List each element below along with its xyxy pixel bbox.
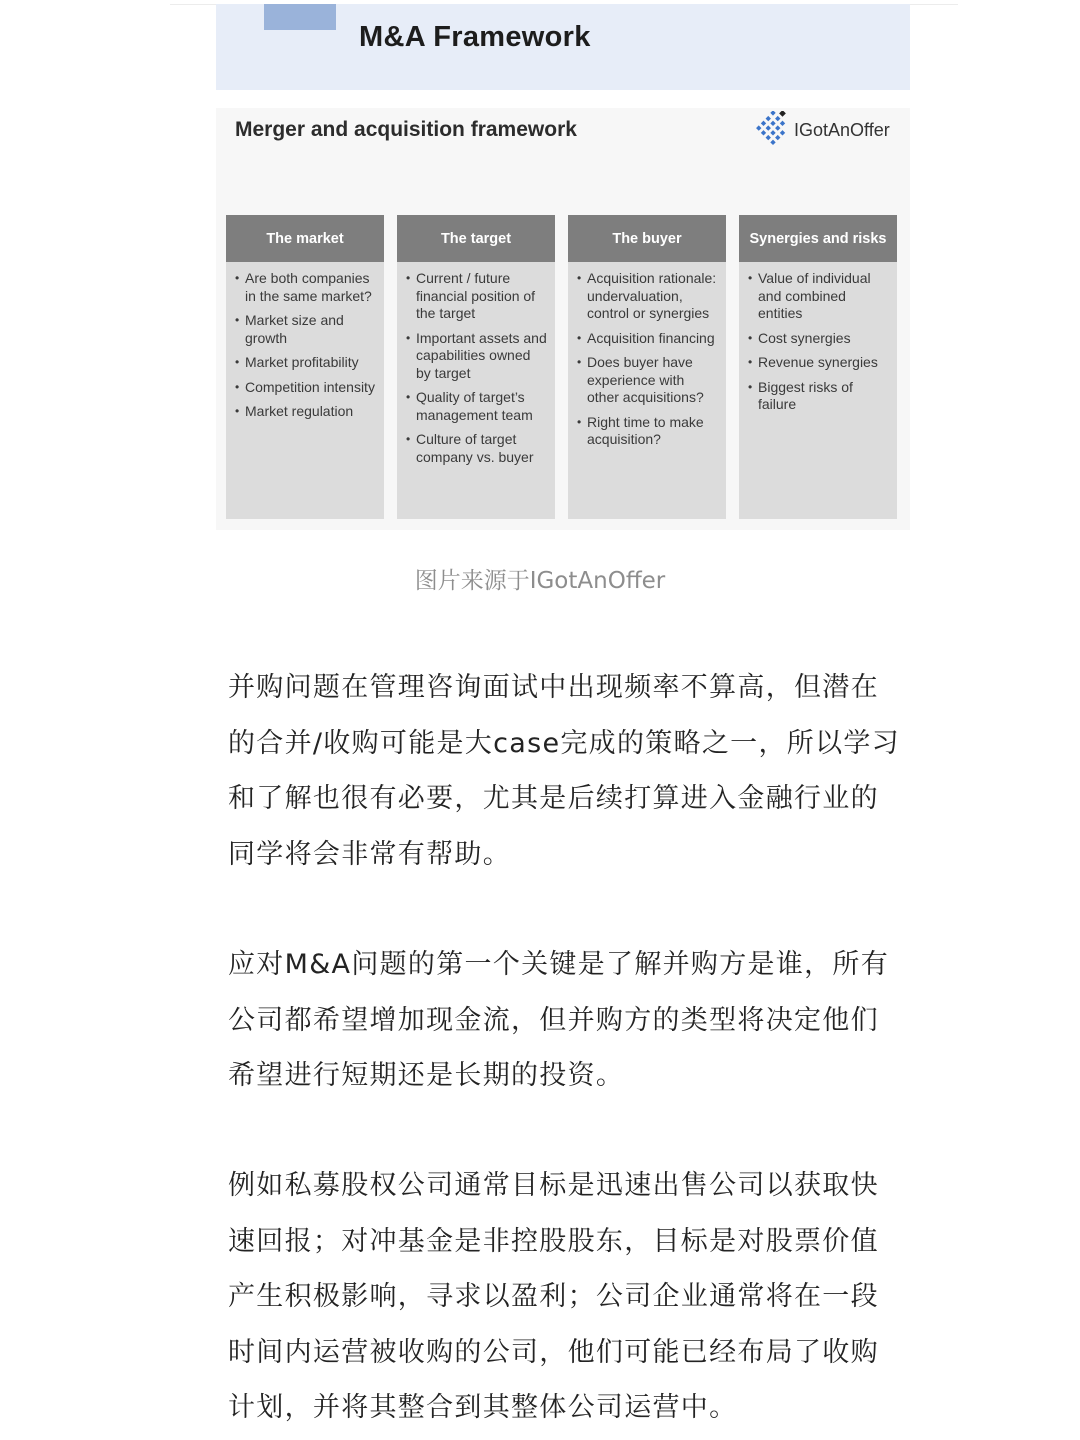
list-item: • Acquisition rationale: undervaluation, control or synergies: [577, 270, 720, 323]
column-list: [739, 262, 897, 414]
figure-title: Merger and acquisition framework: [235, 118, 577, 141]
list-item: • Market profitability: [235, 354, 378, 372]
body-paragraph-3: 例如私募股权公司通常目标是迅速出售公司以获取快速回报；对冲基金是非控股股东，目标是对股票价值产生积极影响，寻求以盈利；公司企业通常将在一段时间内运营被收购的公司，他们可能已经布局了收购计划，并将其整合到其整体公司运营中。: [228, 1170, 879, 1423]
list-item: • Acquisition financing: [577, 330, 720, 348]
column-the-target: [397, 215, 555, 519]
list-item: • Current / future financial position of the target: [406, 270, 549, 323]
column-the-buyer: [568, 215, 726, 519]
logo-text: IGotAnOffer: [794, 119, 890, 140]
figure-caption: 图片来源于IGotAnOffer: [414, 568, 666, 594]
list-item: • Culture of target company vs. buyer: [406, 431, 549, 466]
list-item: • Market regulation: [235, 403, 378, 421]
list-item: • Revenue synergies: [748, 354, 891, 372]
column-list: [568, 262, 726, 449]
column-list: [397, 262, 555, 466]
list-item: • Market size and growth: [235, 312, 378, 347]
column-heading: The buyer: [568, 215, 726, 262]
list-item: • Value of individual and combined entities: [748, 270, 891, 323]
column-list: [226, 262, 384, 421]
list-item: • Competition intensity: [235, 379, 378, 397]
list-item: • Important assets and capabilities owned by target: [406, 330, 549, 383]
section-title: M&A Framework: [359, 21, 591, 53]
body-paragraph-1: 并购问题在管理咨询面试中出现频率不算高，但潜在的合并/收购可能是大case完成的策略之一，所以学习和了解也很有必要，尤其是后续打算进入金融行业的同学将会非常有帮助。: [228, 672, 900, 870]
column-heading: The market: [226, 215, 384, 262]
list-item: • Cost synergies: [748, 330, 891, 348]
list-item: • Right time to make acquisition?: [577, 414, 720, 449]
list-item: • Does buyer have experience with other acquisitions?: [577, 354, 720, 407]
framework-figure: [216, 108, 910, 530]
list-item: • Are both companies in the same market?: [235, 270, 378, 305]
list-item: • Quality of target’s management team: [406, 389, 549, 424]
list-item: • Biggest risks of failure: [748, 379, 891, 414]
column-the-market: [226, 215, 384, 519]
column-heading: The target: [397, 215, 555, 262]
section-header: [216, 4, 910, 90]
igotanoffer-logo: [754, 112, 890, 148]
column-heading: Synergies and risks: [739, 215, 897, 262]
header-accent-bar: [264, 4, 336, 30]
column-synergies-and-risks: [739, 215, 897, 519]
body-paragraph-2: 应对M&A问题的第一个关键是了解并购方是谁，所有公司都希望增加现金流，但并购方的类型将决定他们希望进行短期还是长期的投资。: [228, 949, 890, 1091]
diamond-grid-logo-icon: [754, 111, 792, 149]
